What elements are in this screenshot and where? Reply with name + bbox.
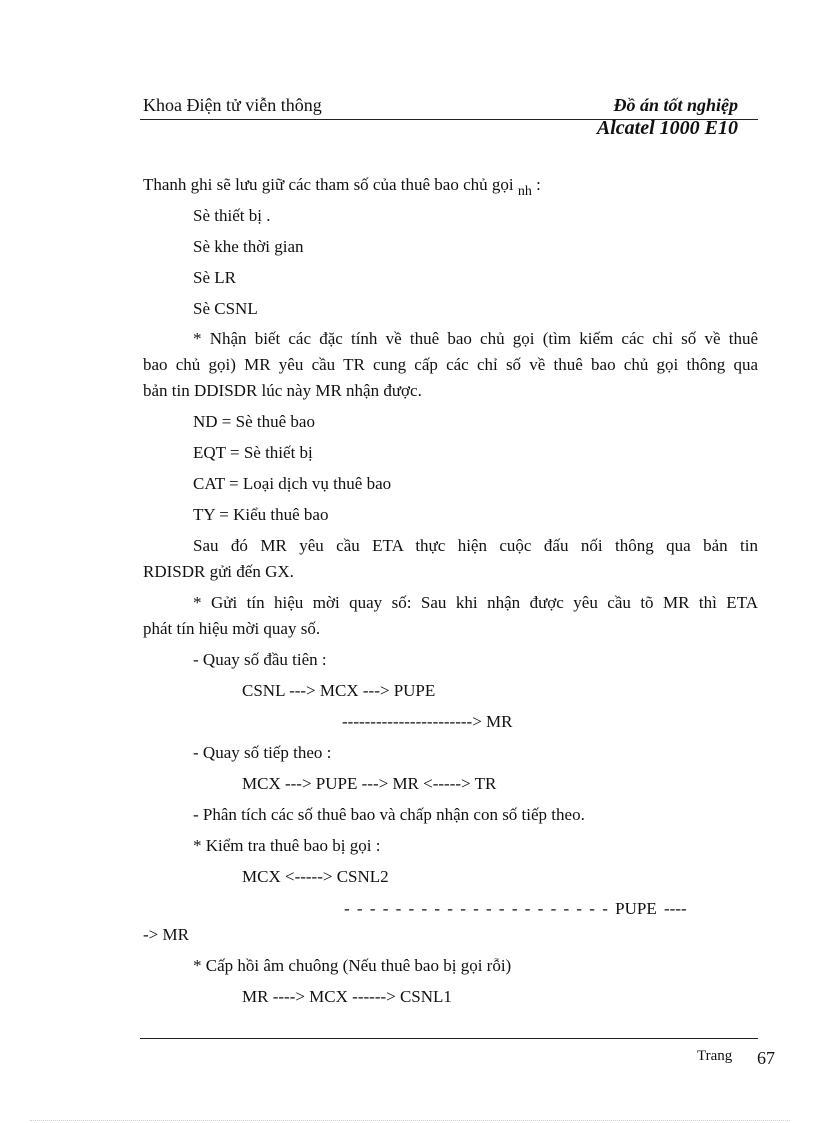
body-line-intro <box>143 175 541 197</box>
paragraph-line: phát tín hiệu mời quay số. <box>143 619 321 638</box>
body-line: - - - - - - - - - - - - - - - - - - - - - PUPE ---- <box>344 899 687 918</box>
body-line: CSNL ---> MCX ---> PUPE <box>242 681 436 700</box>
body-line: * Cấp hồi âm chuông (Nếu thuê bao bị gọi rỗi) <box>193 956 512 975</box>
intro-end: : <box>531 175 541 194</box>
paragraph-line: * Gửi tín hiệu mời quay số: Sau khi nhận được yêu cầu tõ MR thì ETA <box>193 593 758 612</box>
header-thesis-title: Đồ án tốt nghiệp <box>613 95 738 115</box>
body-line: EQT = Sè thiết bị <box>193 443 313 462</box>
footer-page-number: 67 <box>757 1048 775 1068</box>
paragraph-line: RDISDR gửi đến GX. <box>143 562 294 581</box>
intro-subscript: nh <box>517 184 532 199</box>
body-line: * Kiểm tra thuê bao bị gọi : <box>193 836 381 855</box>
body-line: -> MR <box>143 925 189 944</box>
paragraph-line: Sau đó MR yêu cầu ETA thực hiện cuộc đấu nối thông qua bản tin <box>193 536 758 555</box>
footer-page-label: Trang <box>697 1048 733 1064</box>
paragraph-line: bao chủ gọi) MR yêu cầu TR cung cấp các chỉ số về thuê bao chủ gọi thông qua <box>143 355 758 374</box>
paragraph-line: bản tin DDISDR lúc này MR nhận được. <box>143 381 422 400</box>
intro-text: Thanh ghi sẽ lưu giữ các tham số của thuê bao chủ gọi <box>143 175 514 194</box>
body-line: - Quay số tiếp theo : <box>193 743 332 762</box>
body-line: ND = Sè thuê bao <box>193 412 315 431</box>
body-line: -----------------------> MR <box>342 712 513 731</box>
body-line: MCX ---> PUPE ---> MR <-----> TR <box>242 774 497 793</box>
body-line: Sè khe thời gian <box>193 237 304 256</box>
paragraph-line: * Nhận biết các đặc tính về thuê bao chủ gọi (tìm kiếm các chỉ số về thuê <box>193 329 758 348</box>
header-department: Khoa Điện tử viễn thông <box>143 95 322 115</box>
body-line: CAT = Loại dịch vụ thuê bao <box>193 474 392 493</box>
body-line: MCX <-----> CSNL2 <box>242 867 389 886</box>
body-line: TY = Kiểu thuê bao <box>193 505 329 524</box>
body-line: - Quay số đầu tiên : <box>193 650 327 669</box>
body-line: Sè LR <box>193 268 236 287</box>
header-subtitle: Alcatel 1000 E10 <box>596 117 738 139</box>
body-line: Sè thiết bị . <box>193 206 271 225</box>
body-line: MR ----> MCX ------> CSNL1 <box>242 987 452 1006</box>
page-bottom-edge <box>30 1120 790 1121</box>
body-line: Sè CSNL <box>193 299 258 318</box>
body-line: - Phân tích các số thuê bao và chấp nhận con số tiếp theo. <box>193 805 585 824</box>
footer-divider <box>140 1038 758 1039</box>
